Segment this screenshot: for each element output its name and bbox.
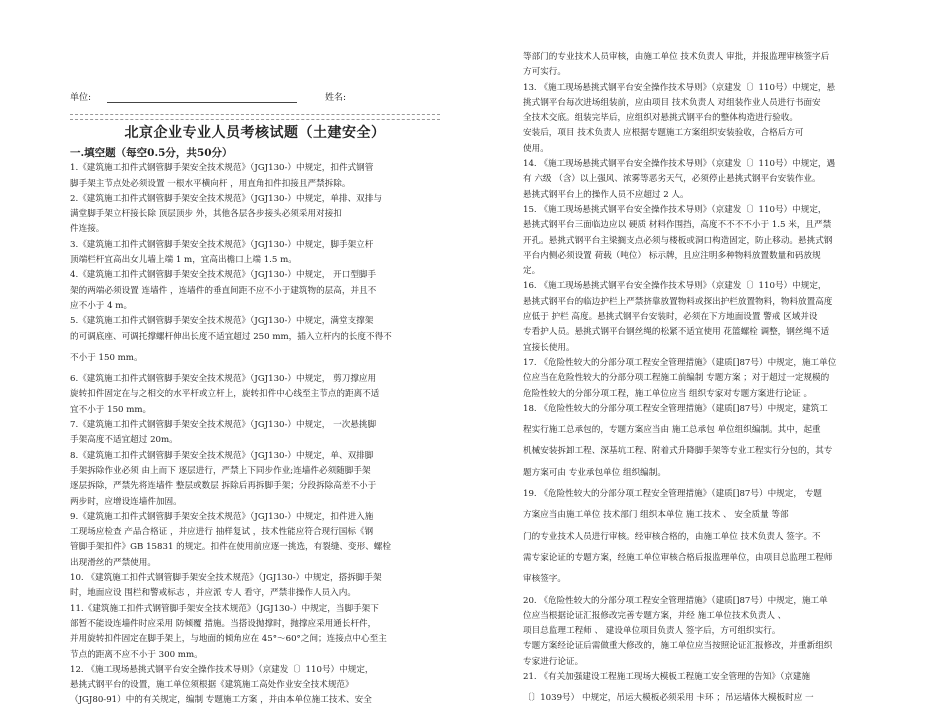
text-line: 节点的距离不应不小于 300 mm。 [70, 649, 203, 660]
text-line: 悬挑式钢平台上的操作人员不应超过 2 人。 [523, 189, 689, 200]
text-line: 宜不小于 150 mm。 [70, 404, 152, 415]
text-line: 16. 《施工现场悬挑式钢平台安全操作技术导则》（京建发〔〕110号）中规定， [523, 281, 827, 292]
text-line: 20. 《危险性较大的分部分项工程安全管理措施》（建质[]87号）中规定，施工单 [523, 595, 828, 606]
text-line: 8.《建筑施工扣件式钢管脚手架安全技术规范》（JGJ130-）中规定，单、双排脚 [70, 450, 374, 461]
text-line: 时，地面应设 围栏和警戒标志 ，并应派 专人 看守，严禁非操作人员入内。 [70, 588, 356, 599]
section-heading: 一.填空题（每空0.5分，共50分） [70, 147, 233, 159]
text-line: 位应当在危险性较大的分部分项工程施工前编制 专题方案 ；对于超过一定规模的 [523, 373, 830, 384]
text-line: 18. 《危险性较大的分部分项工程安全管理措施》（建质[]87号）中规定，建筑工 [523, 403, 828, 414]
text-line: 专题方案经论证后需做重大修改的，施工单位应当按照论证汇报修改，并重新组织 [523, 641, 833, 652]
text-line: 使用。 [523, 143, 549, 154]
text-line: 项目总监理工程师 、 建设单位项目负责人 签字后，方可组织实行。 [523, 626, 781, 637]
text-line: 满堂脚手架立杆接长除 顶层顶步 外，其他各层各步接头必须采用对接扣 [70, 209, 342, 220]
text-line: 管脚手架扣件》GB 15831 的规定。扣件在使用前应逐一挑选，有裂缝、变形、螺栓 [70, 542, 391, 553]
text-line: 手架高度不适宜超过 20m。 [70, 435, 178, 446]
text-line: 危险性较大的分部分项工程，施工单位应当 组织专家对专题方案进行论证 。 [523, 388, 813, 399]
exam-title: 北京企业专业人员考核试题（土建安全） [124, 125, 386, 141]
text-line: 1.《建筑施工扣件式钢管脚手架安全技术规范》（JGJ130-）中规定，扣件式钢管 [70, 163, 374, 174]
text-line: 门的专业技术人员进行审核。经审核合格的，由施工单位 技术负责人 签字。不 [523, 531, 821, 542]
text-line: （JGJ80-91）中的有关规定，编制 专题施工方案 ，并由本单位施工技术、安全 [70, 695, 372, 706]
text-line: 13. 《施工现场悬挑式钢平台安全操作技术导则》（京建发〔〕110号）中规定，悬 [523, 82, 836, 93]
text-line: 两步时，应增设连墙件加固。 [70, 496, 182, 507]
text-line: 有 六级 （含）以上强风、浓雾等恶劣天气，必须停止悬挑式钢平台安装作业。 [523, 174, 821, 185]
text-line: 〔〕1039号） 中规定，吊运大模板必须采用 卡环 ；吊运墙体大模板时应 一 [523, 693, 814, 704]
name-label: 姓名: [325, 93, 347, 103]
text-line: 21. 《有关加强建设工程施工现场大模板工程施工安全管理的告知》（京建施 [523, 671, 811, 682]
text-line: 工现场应检查 产品合格证 ，并应进行 抽样复试 ，技术性能应符合现行国标《钢 [70, 527, 374, 538]
text-line: 10. 《建筑施工扣件式钢管脚手架安全技术规范》（JGJ130-）中规定，搭拆脚手架 [70, 573, 382, 584]
text-line: 不小于 150 mm。 [70, 352, 143, 363]
text-line: 悬挑式钢平台的设置，施工单位须根据《建筑施工高处作业安全技术规范》 [70, 680, 354, 691]
text-line: 逐层拆除，严禁先将连墙件 整层或数层 拆除后再拆脚手架；分段拆除高差不小于 [70, 481, 377, 492]
text-line: 顶端栏杆宜高出女儿墙上端 1 m，宜高出檐口上端 1.5 m。 [70, 255, 297, 266]
text-line: 开孔。悬挑式钢平台主梁搁支点必须与楼板或洞口构造固定，防止移动。悬挑式钢 [523, 235, 833, 246]
text-line: 安装后，项目 技术负责人 应根据专题施工方案组织安装验收，合格后方可 [523, 128, 804, 139]
text-line: 悬挑式钢平台三面临边应以 硬质 材料作围挡，高度不不不不小于 1.5 米，且严禁 [523, 220, 832, 231]
text-line: 平台内侧必须设置 荷载（吨位） 标示牌，且应注明多种物料放置数量和码放规 [523, 250, 821, 261]
text-line: 的可调底座、可调托撑螺杆伸出长度不适宜超过 250 mm，插入立杆内的长度不得不 [70, 331, 392, 342]
text-line: 定。 [523, 266, 541, 277]
text-line: 需专家论证的专题方案，经施工单位审核合格后报监理单位，由项目总监理工程师 [523, 552, 833, 563]
text-line: 方案应当由施工单位 技术部门 组织本单位 施工技术 、 安全质量 等部 [523, 510, 789, 521]
text-line: 挑式钢平台每次进场组装前，应由项目 技术负责人 对组装作业人员进行书面安 [523, 97, 821, 108]
text-line: 悬挑式钢平台的临边护栏上严禁挤靠放置物料或探出护栏放置物料，物料放置高度 [523, 296, 833, 307]
text-line: 应不小于 4 m。 [70, 300, 133, 311]
text-line: 题方案可由 专业承包单位 组织编制。 [523, 467, 666, 478]
unit-label: 单位: [70, 93, 92, 103]
text-line: 6.《建筑施工扣件式钢管脚手架安全技术规范》（JGJ130-）中规定， 剪刀撑应用 [70, 374, 377, 385]
text-line: 19. 《危险性较大的分部分项工程安全管理措施》（建质[]87号）中规定， 专题 [523, 489, 822, 500]
text-line: 5.《建筑施工扣件式钢管脚手架安全技术规范》（JGJ130-）中规定，满堂支撑架 [70, 316, 374, 327]
text-line: 旋转扣件固定在与之相交的水平杆或立杆上，旋转扣件中心线至主节点的距离不适 [70, 389, 380, 400]
text-line: 等部门的专业技术人员审核，由施工单位 技术负责人 审批，并报监理审核签字后 [523, 52, 830, 62]
text-line: 程实行施工总承包的，专题方案应当由 施工总承包 单位组织编制。其中，起重 [523, 425, 821, 436]
text-line: 17. 《危险性较大的分部分项工程安全管理措施》（建质[]87号）中规定，施工单位 [523, 357, 837, 368]
text-line: 手架拆除作业必须 由上而下 逐层进行，严禁上下同步作业;连墙件必须随脚手架 [70, 465, 371, 476]
text-line: 部暂不能设连墙件时应采用 防倾覆 措施。当搭设抛撑时，抛撑应采用通长杆件， [70, 618, 377, 629]
text-line: 14. 《施工现场悬挑式钢平台安全操作技术导则》（京建发〔〕110号）中规定，遇 [523, 159, 836, 170]
text-line: 7.《建筑施工扣件式钢管脚手架安全技术规范》（JGJ130-）中规定， 一次悬挑脚 [70, 420, 377, 431]
text-line: 专看护人员。悬挑式钢平台钢丝绳的松紧不适宜使用 花篮螺栓 调整，钢丝绳不适 [523, 327, 830, 338]
text-line: 4.《建筑施工扣件式钢管脚手架安全技术规范》（JGJ130-）中规定， 开口型脚手 [70, 270, 377, 281]
text-line: 12. 《施工现场悬挑式钢平台安全操作技术导则》（京建发〔〕110号）中规定， [70, 664, 374, 675]
text-line: 出现滑丝的严禁使用。 [70, 557, 156, 568]
text-line: 机械安装拆卸工程、深基坑工程、附着式升降脚手架等专业工程实行分包的，其专 [523, 446, 833, 457]
text-line: 9.《建筑施工扣件式钢管脚手架安全技术规范》（JGJ130-）中规定，扣件进入施 [70, 511, 374, 522]
right-column [523, 50, 899, 707]
text-line: 专家进行论证。 [523, 656, 584, 667]
text-line: 应低于 护栏 高度。悬挑式钢平台安装时，必须在下方地面设置 警戒 区域并设 [523, 312, 818, 323]
text-line: 架的两端必须设置 连墙件 ，连墙件的垂直间距不应不小于建筑物的层高，并且不 [70, 285, 377, 296]
text-line: 方可实行。 [523, 67, 566, 78]
text-line: 11.《建筑施工扣件式钢管脚手架安全技术规范》（JGJ130-）中规定，当脚手架下 [70, 603, 379, 614]
text-line: 宜接长使用。 [523, 342, 575, 353]
text-line: 2.《建筑施工扣件式钢管脚手架安全技术规范》（JGJ130-）中规定，单排、双排与 [70, 193, 382, 204]
text-line: 位应当根据论证汇报修改完善专题方案，并经 施工单位技术负责人 、 [523, 610, 787, 621]
text-line: 件连接。 [70, 224, 105, 235]
left-column [70, 94, 440, 709]
text-line: 全技术交底。组装完毕后，应组织对悬挑式钢平台的整体构造进行验收。 [523, 113, 799, 124]
text-line: 3.《建筑施工扣件式钢管脚手架安全技术规范》（JGJ130-）中规定，脚手架立杆 [70, 239, 374, 250]
text-line: 15. 《施工现场悬挑式钢平台安全操作技术导则》（京建发〔〕110号）中规定， [523, 204, 827, 215]
text-line: 审核签字。 [523, 574, 566, 585]
text-line: 脚手架主节点处必须设置 一根水平横向杆 ，用直角扣件扣接且严禁拆除。 [70, 178, 351, 189]
text-line: 并用旋转扣件固定在脚手架上，与地面的倾角应在 45°～60°之间；连接点中心至主 [70, 634, 387, 645]
